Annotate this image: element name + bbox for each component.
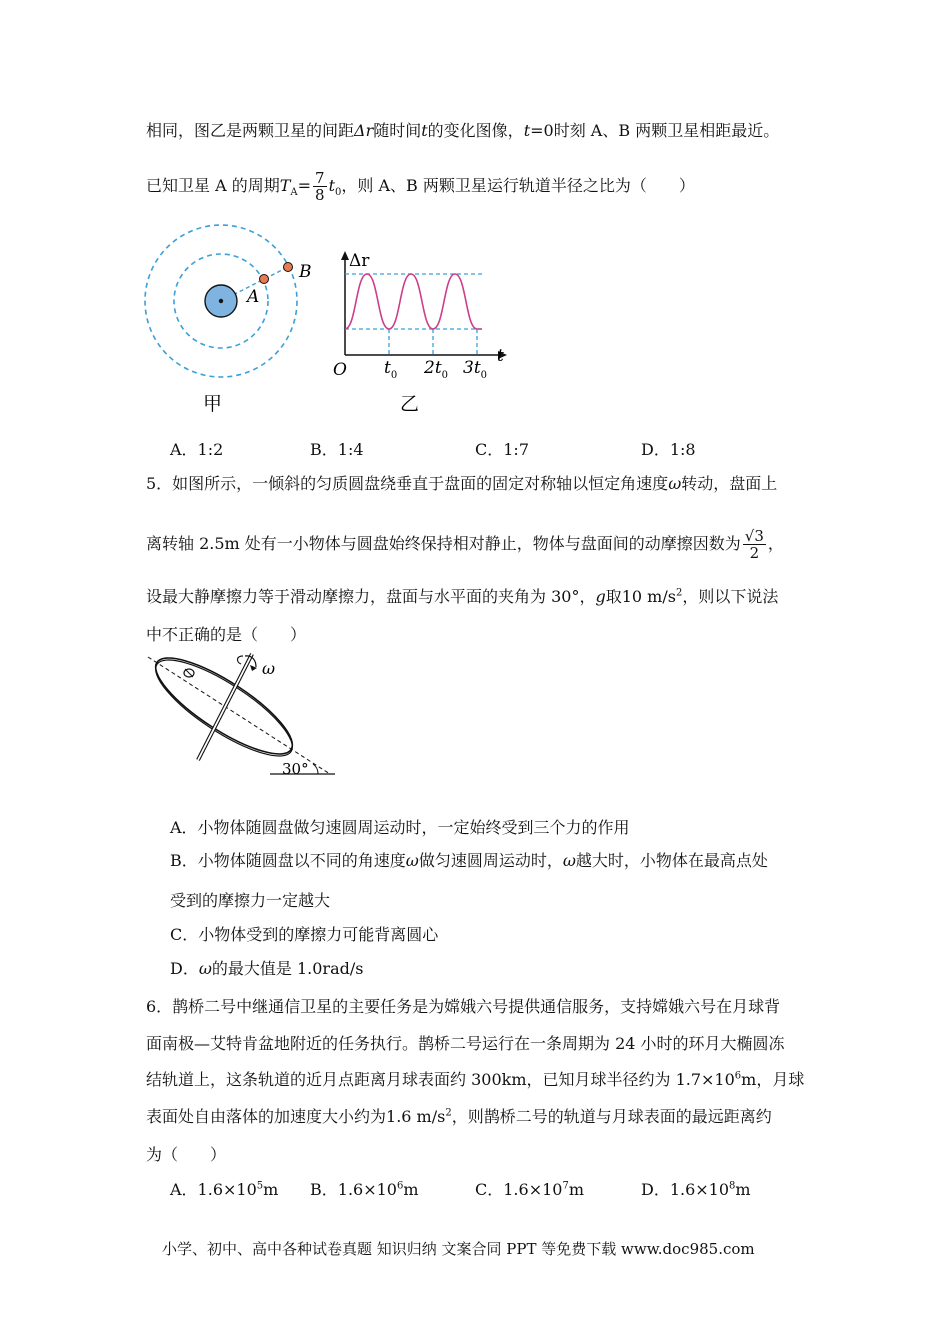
angle-arc [313, 764, 318, 774]
q6-line-1: 6．鹊桥二号中继通信卫星的主要任务是为嫦娥六号提供通信服务，支持嫦娥六号在月球背 [146, 997, 781, 1016]
q4-option-c[interactable]: C．1:7 [475, 440, 529, 459]
q5-option-d[interactable] [170, 956, 363, 979]
q5-text: 5．如图所示，一倾斜的匀质圆盘绕垂直于盘面的固定对称轴以恒定角速度 [146, 474, 669, 493]
time-var: t [523, 121, 531, 140]
q5-text: ，则以下说法 [682, 587, 779, 606]
label-B: B [299, 262, 312, 282]
q6-option-c[interactable]: C．$1.6\times 10^7m$ [475, 1180, 585, 1199]
origin-O: O [333, 360, 347, 380]
ylabel-dr: Δr [349, 251, 370, 271]
figure-yi-graph [330, 240, 520, 420]
q5-text: 离转轴 2.5m 处有一小物体与圆盘始终保持相对静止，物体与盘面间的动摩擦因数为 [146, 534, 741, 553]
q4-text: 随时间 [373, 121, 422, 140]
q6-line-5: 为（ ） [146, 1145, 227, 1164]
g-value: 10 m/s [621, 587, 676, 606]
q4-text: 的变化图像， [427, 121, 524, 140]
q5-line-2 [146, 528, 784, 561]
xlabel-t: t [497, 346, 504, 366]
omega-symbol: ω [668, 474, 682, 493]
g-exp: 2 [445, 1107, 452, 1119]
rotation-arrow-icon [237, 656, 243, 664]
fraction-num: 7 [315, 169, 325, 187]
q5-text: 取 [605, 587, 622, 606]
q5-text: D． [170, 959, 199, 978]
fraction-7-8 [313, 170, 327, 203]
satellite-b-icon [284, 263, 293, 272]
q4-option-b[interactable]: B．1:4 [310, 440, 364, 459]
q5-option-c[interactable]: C．小物体受到的摩擦力可能背离圆心 [170, 925, 439, 944]
q6-line-3 [146, 1067, 804, 1090]
tick-t0: $t_0$ [384, 358, 398, 381]
time-sub: 0 [335, 187, 342, 199]
tick-2t0: $2t_0$ [424, 358, 449, 381]
q4-text: 已知卫星 A 的周期 [146, 176, 280, 195]
q5-option-a[interactable]: A．小物体随圆盘做匀速圆周运动时，一定始终受到三个力的作用 [170, 818, 630, 837]
omega-symbol: ω [198, 959, 212, 978]
time-var: t [421, 121, 428, 140]
q6-line-4 [146, 1104, 772, 1127]
q6-option-b[interactable]: B．$1.6\times 10^6m$ [310, 1180, 419, 1199]
angle-label: 30° [282, 760, 309, 778]
q4-line-1 [146, 118, 779, 141]
distance-curve [345, 274, 482, 329]
q5-line-3 [146, 584, 778, 607]
q5-text: 的最大值是 1.0rad/s [211, 959, 364, 978]
g-exp: 2 [675, 587, 683, 599]
fraction-den: 8 [315, 186, 325, 204]
q6-text: ，则鹊桥二号的轨道与月球表面的最远距离约 [451, 1107, 772, 1126]
q4-text: 相同，图乙是两颗卫星的间距 [146, 121, 355, 140]
q6-line-2: 面南极—艾特肯盆地附近的任务执行。鹊桥二号运行在一条周期为 24 小时的环月大椭圆冻 [146, 1034, 785, 1053]
q4-text: =0 [530, 121, 554, 140]
tilted-disk-figure [140, 652, 340, 782]
g-value: 1.6 m/s [386, 1107, 446, 1126]
q5-option-b-cont: 受到的摩擦力一定越大 [170, 891, 331, 910]
page-footer: 小学、初中、高中各种试卷真题 知识归纳 文案合同 PPT 等免费下载 www.doc985.com [162, 1240, 755, 1258]
omega-label: ω [262, 659, 276, 678]
q5-text: 做匀速圆周运动时， [418, 851, 563, 870]
tick-3t0: $3t_0$ [463, 358, 488, 381]
q4-text: = [297, 176, 312, 195]
q5-text: 转动，盘面上 [681, 474, 778, 493]
q4-option-a[interactable]: A．1:2 [170, 440, 224, 459]
satellite-a-icon [260, 275, 269, 284]
q6-text: 结轨道上，这条轨道的近月点距离月球表面约 300km，已知月球半径约为 1.7×10 [146, 1070, 735, 1089]
q6-text: m，月球 [741, 1070, 805, 1089]
q4-text: ，则 A、B 两颗卫星运行轨道半径之比为（ ） [341, 176, 695, 195]
exp: 6 [734, 1070, 742, 1082]
time-var: t [328, 176, 336, 195]
y-arrow-icon [341, 251, 349, 260]
q5-text: 越大时，小物体在最高点处 [575, 851, 768, 870]
q5-text: ， [767, 534, 784, 553]
q5-text: 设最大静摩擦力等于滑动摩擦力，盘面与水平面的夹角为 30°， [146, 587, 596, 606]
period-T: T [279, 176, 291, 195]
g-symbol: g [595, 587, 606, 606]
q5-line-1 [146, 471, 777, 494]
q6-option-d[interactable]: D．$1.6\times 10^8m$ [641, 1180, 751, 1199]
planet-center [219, 299, 223, 303]
q5-option-b[interactable] [170, 848, 768, 871]
q6-text: 表面处自由落体的加速度大小约为 [146, 1107, 387, 1126]
disk-diameter-dash [148, 657, 330, 774]
q5-text: B．小物体随圆盘以不同的角速度 [170, 851, 406, 870]
figure-jia-orbits [140, 220, 320, 420]
q4-line-2 [146, 170, 695, 203]
q4-text: 时刻 A、B 两颗卫星相距最近。 [553, 121, 780, 140]
q5-line-4: 中不正确的是（ ） [146, 625, 307, 644]
q4-option-d[interactable]: D．1:8 [641, 440, 696, 459]
delta-r: Δr [354, 121, 374, 140]
label-A: A [247, 287, 260, 307]
q6-option-a[interactable]: A．$1.6\times 10^5m$ [170, 1180, 279, 1199]
fraction-num: √3 [744, 527, 764, 545]
small-object-mark [185, 669, 193, 677]
period-sub: A [290, 187, 298, 199]
fraction-den: 2 [749, 544, 760, 562]
caption-jia: 甲 [203, 393, 223, 415]
omega-symbol: ω [562, 851, 576, 870]
omega-symbol: ω [405, 851, 419, 870]
caption-yi: 乙 [400, 393, 420, 415]
fraction-mu [743, 528, 766, 561]
